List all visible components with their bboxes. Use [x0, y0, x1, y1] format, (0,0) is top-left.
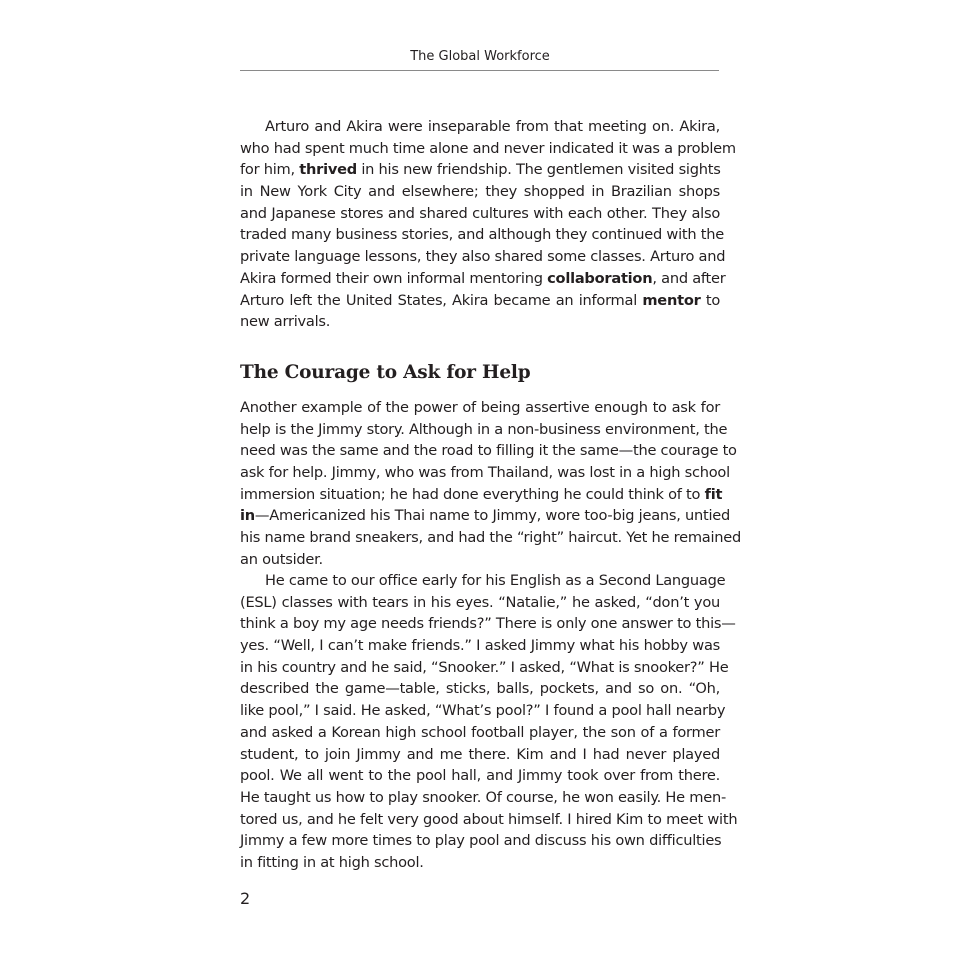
text-run: —Americanized his Thai name to Jimmy, wore too-big jeans, untied [254, 507, 731, 525]
text-line [240, 570, 726, 592]
text-line [240, 809, 738, 831]
text-run: Arturo left the United States, Akira became an informal [240, 291, 643, 309]
text-run: private language lessons, they also shared some classes. Arturo and [240, 248, 726, 266]
text-line [240, 613, 736, 635]
text-line [240, 765, 720, 787]
header-rule [240, 70, 719, 71]
text-line [240, 678, 720, 700]
text-run: yes. “Well, I can’t make friends.” I asked Jimmy what his hobby was [240, 637, 720, 655]
text-run: pool. We all went to the pool hall, and Jimmy took over from there. [240, 767, 720, 785]
text-run: Arturo and Akira were inseparable from that meeting on. Akira, [265, 118, 720, 135]
text-run: help is the Jimmy story. Although in a non-business environment, the [240, 420, 728, 438]
text-line [240, 484, 723, 506]
text-line [240, 419, 728, 441]
text-line [240, 744, 720, 766]
text-line [240, 290, 720, 312]
text-run: tored us, and he felt very good about himself. I hired Kim to meet with [240, 810, 738, 828]
text-run: described the game—table, sticks, balls, pockets, and so on. “Oh, [240, 680, 720, 698]
text-run: (ESL) classes with tears in his eyes. “Natalie,” he asked, “don’t you [240, 593, 720, 611]
text-line [240, 440, 737, 462]
text-run: think a boy my age needs friends?” There is only one answer to this— [240, 615, 736, 633]
text-run: He taught us how to play snooker. Of course, he won easily. He men- [240, 788, 726, 806]
text-line [240, 657, 729, 679]
text-line [240, 592, 720, 614]
text-run: need was the same and the road to filling it the same—the courage to [240, 442, 737, 460]
paragraph-arturo-akira [240, 116, 736, 333]
text-line [240, 138, 736, 160]
text-run: and Japanese stores and shared cultures with each other. They also [240, 204, 720, 222]
paragraph-jimmy-story [240, 570, 738, 874]
text-line [240, 397, 720, 419]
text-line [240, 224, 724, 246]
text-line [240, 527, 742, 549]
text-run: He came to our office early for his English as a Second Language [265, 572, 726, 589]
page-number: 2 [240, 889, 251, 908]
text-line [240, 722, 720, 744]
paragraph-jimmy-intro [240, 397, 742, 571]
bold-term: thrived [299, 161, 357, 179]
text-run: in New York City and elsewhere; they shopped in Brazilian shops [240, 183, 720, 201]
text-line [240, 311, 720, 333]
text-line [240, 787, 726, 809]
text-line [240, 246, 726, 268]
bold-term: in [240, 507, 255, 525]
text-run: an outsider. [240, 550, 323, 568]
text-run: who had spent much time alone and never indicated it was a problem [240, 139, 736, 157]
bold-term: collaboration [547, 269, 653, 287]
text-run: in his country and he said, “Snooker.” I asked, “What is snooker?” He [240, 658, 729, 676]
text-run: and asked a Korean high school football player, the son of a former [240, 723, 720, 741]
text-run: his name brand sneakers, and had the “right” haircut. Yet he remained [240, 529, 742, 547]
text-run: Akira formed their own informal mentoring [240, 269, 548, 287]
text-run: , and after [652, 269, 726, 287]
text-run: Another example of the power of being assertive enough to ask for [240, 399, 720, 416]
text-run: for him, [240, 161, 300, 179]
text-line [240, 505, 731, 527]
text-line [240, 830, 720, 852]
section-heading: The Courage to Ask for Help [240, 362, 531, 383]
text-line [240, 700, 726, 722]
bold-term: mentor [642, 291, 701, 309]
bold-term: fit [704, 485, 723, 503]
text-run: to [700, 291, 721, 309]
text-line [240, 159, 720, 181]
text-run: like pool,” I said. He asked, “What’s pool?” I found a pool hall nearby [240, 702, 726, 720]
text-line [240, 268, 726, 290]
text-line [240, 181, 720, 203]
text-run: immersion situation; he had done everything he could think of to [240, 485, 705, 503]
text-run: Jimmy a few more times to play pool and discuss his own difficulties [240, 832, 722, 850]
text-run: in fitting in at high school. [240, 853, 424, 871]
text-line [240, 203, 720, 225]
text-line [240, 852, 720, 874]
text-run: traded many business stories, and although they continued with the [240, 226, 724, 244]
text-line [240, 549, 720, 571]
text-run: in his new friendship. The gentlemen visited sights [356, 161, 721, 179]
text-line [240, 462, 730, 484]
text-run: ask for help. Jimmy, who was from Thailand, was lost in a high school [240, 464, 730, 482]
text-run: student, to join Jimmy and me there. Kim and I had never played [240, 745, 720, 763]
text-line [240, 635, 720, 657]
running-header: The Global Workforce [410, 49, 550, 64]
text-run: new arrivals. [240, 313, 331, 331]
text-line [240, 116, 720, 138]
